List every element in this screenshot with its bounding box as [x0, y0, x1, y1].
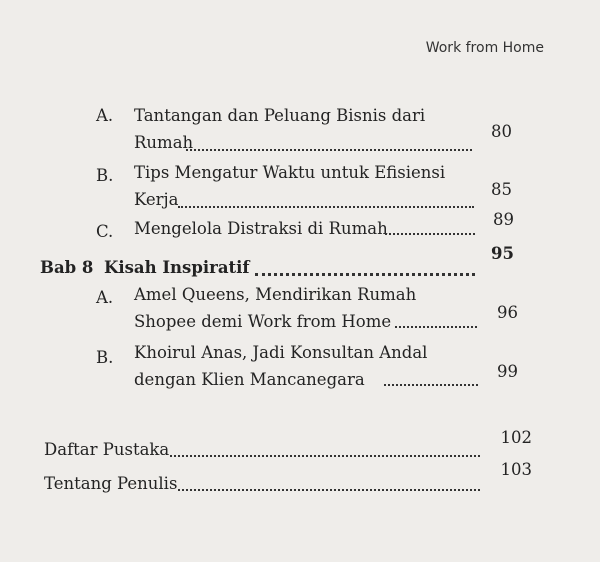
entry-page-number: 89	[493, 210, 514, 229]
entry-letter: B.	[96, 166, 114, 185]
dot-leader	[186, 147, 472, 151]
entry-title-line2: Rumah	[134, 133, 194, 152]
chapter-label: Bab 8	[40, 258, 94, 277]
dot-leader	[395, 324, 477, 328]
entry-title-line1: Mengelola Distraksi di Rumah	[134, 219, 388, 238]
entry-letter: B.	[96, 348, 114, 367]
back-matter-page-number: 103	[500, 460, 532, 479]
entry-page-number: 85	[491, 180, 512, 199]
dot-leader	[178, 487, 480, 491]
dot-leader	[170, 453, 480, 457]
entry-title-line1: Amel Queens, Mendirikan Rumah	[134, 285, 417, 304]
entry-letter: A.	[96, 106, 114, 125]
dot-leader	[385, 231, 475, 235]
back-matter-title: Tentang Penulis	[44, 474, 178, 493]
running-header: Work from Home	[425, 40, 544, 56]
chapter-page-number: 95	[491, 244, 514, 263]
entry-title-line1: Tips Mengatur Waktu untuk Efisiensi	[134, 163, 446, 182]
entry-letter: C.	[96, 222, 114, 241]
dot-leader	[384, 382, 478, 386]
entry-title-line2: Shopee demi Work from Home	[134, 312, 392, 331]
entry-title-line2: dengan Klien Mancanegara	[134, 370, 365, 389]
back-matter-title: Daftar Pustaka	[44, 440, 170, 459]
entry-title-line1: Tantangan dan Peluang Bisnis dari	[134, 106, 426, 125]
dot-leader	[178, 204, 474, 208]
entry-page-number: 96	[497, 303, 518, 322]
entry-title-line2: Kerja	[134, 190, 179, 209]
back-matter-page-number: 102	[500, 428, 532, 447]
entry-letter: A.	[96, 288, 114, 307]
dot-leader	[255, 271, 475, 276]
entry-title-line1: Khoirul Anas, Jadi Konsultan Andal	[134, 343, 428, 362]
entry-page-number: 99	[497, 362, 518, 381]
chapter-title: Kisah Inspiratif	[104, 258, 250, 277]
entry-page-number: 80	[491, 122, 512, 141]
